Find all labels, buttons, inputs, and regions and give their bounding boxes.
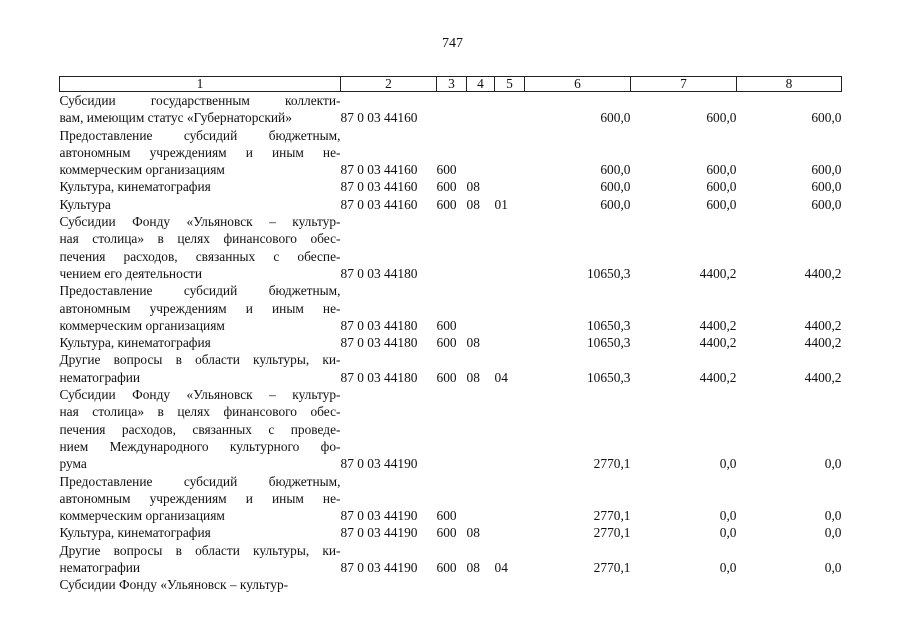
description-line: коммерческим организациям	[59, 508, 225, 524]
subsection-code: 01	[494, 196, 508, 212]
target-article-code: 87 0 03 44190	[340, 508, 418, 524]
amount-year-2: 4400,2	[699, 265, 737, 281]
subsection-code	[495, 576, 525, 593]
description-line: рума	[59, 456, 87, 472]
table-row	[60, 473, 842, 525]
description-line: Предоставление субсидий бюджетным,	[59, 127, 341, 143]
row-description	[60, 213, 341, 282]
target-article-code	[341, 576, 437, 593]
description-line: Субсидии Фонду «Ульяновск – культур-	[59, 577, 289, 593]
description-line: Другие вопросы в области культуры, ки-	[59, 352, 341, 368]
amount-year-3: 4400,2	[804, 369, 842, 385]
amount-year-3: 4400,2	[804, 335, 842, 351]
description-line: печения расходов, связанных с обеспе-	[59, 248, 341, 264]
subsection-code	[495, 213, 525, 282]
description-line: печения расходов, связанных с проведе-	[59, 421, 341, 437]
expense-type-code: 600	[436, 369, 457, 385]
amount-year-1: 10650,3	[586, 335, 631, 351]
amount-year-1: 10650,3	[586, 317, 631, 333]
amount-year-1: 2770,1	[593, 525, 631, 541]
amount-year-2: 4400,2	[699, 317, 737, 333]
expense-type-code: 600	[436, 196, 457, 212]
section-code	[467, 473, 495, 525]
amount-year-1: 2770,1	[593, 456, 631, 472]
expense-type-code: 600	[436, 179, 457, 195]
expense-type-code	[437, 386, 467, 472]
row-description	[60, 127, 341, 179]
column-header-6: 6	[525, 77, 631, 92]
target-article-code: 87 0 03 44160	[340, 110, 418, 126]
table-body	[60, 92, 842, 594]
target-article-code: 87 0 03 44180	[340, 369, 418, 385]
section-code	[467, 127, 495, 179]
amount-year-2: 600,0	[706, 162, 737, 178]
column-header-8: 8	[737, 77, 842, 92]
table-row	[60, 576, 842, 593]
amount-year-1: 600,0	[600, 179, 631, 195]
description-line: ная столица» в целях финансового обес-	[59, 404, 341, 420]
amount-year-3: 4400,2	[804, 317, 842, 333]
column-header-5: 5	[495, 77, 525, 92]
amount-year-3: 0,0	[824, 508, 842, 524]
amount-year-2: 4400,2	[699, 335, 737, 351]
amount-year-2: 600,0	[706, 196, 737, 212]
expense-type-code: 600	[436, 525, 457, 541]
amount-year-3: 600,0	[811, 162, 842, 178]
row-description	[60, 542, 341, 577]
expense-type-code: 600	[436, 508, 457, 524]
column-header-1: 1	[60, 77, 341, 92]
expense-type-code	[437, 213, 467, 282]
amount-year-2: 0,0	[719, 508, 737, 524]
column-number-row	[60, 77, 842, 92]
section-code: 08	[466, 196, 480, 212]
description-line: Субсидии Фонду «Ульяновск – культур-	[59, 387, 341, 403]
expense-type-code: 600	[436, 317, 457, 333]
description-line: Культура, кинематография	[59, 525, 211, 541]
amount-year-1: 600,0	[600, 196, 631, 212]
expense-type-code: 600	[436, 335, 457, 351]
row-description	[60, 92, 341, 127]
expense-type-code: 600	[436, 560, 457, 576]
row-description	[60, 386, 341, 472]
description-line: Предоставление субсидий бюджетным,	[59, 473, 341, 489]
column-header-2: 2	[341, 77, 437, 92]
amount-year-1: 10650,3	[586, 265, 631, 281]
amount-year-1	[525, 576, 631, 593]
description-line: автономным учреждениям и иным не-	[59, 144, 341, 160]
amount-year-2: 0,0	[719, 456, 737, 472]
column-header-3: 3	[437, 77, 467, 92]
row-description	[60, 473, 341, 525]
amount-year-3: 4400,2	[804, 265, 842, 281]
column-header-7: 7	[631, 77, 737, 92]
subsection-code	[495, 473, 525, 525]
target-article-code: 87 0 03 44160	[340, 179, 418, 195]
amount-year-1: 600,0	[600, 162, 631, 178]
target-article-code: 87 0 03 44160	[340, 162, 418, 178]
amount-year-3: 0,0	[824, 525, 842, 541]
column-header-4: 4	[467, 77, 495, 92]
table-row	[60, 127, 842, 179]
subsection-code	[495, 282, 525, 334]
expense-type-code: 600	[436, 162, 457, 178]
subsection-code	[495, 127, 525, 179]
table-row	[60, 386, 842, 472]
description-line: Субсидии Фонду «Ульяновск – культур-	[59, 214, 341, 230]
table-row	[60, 334, 842, 351]
target-article-code: 87 0 03 44180	[340, 335, 418, 351]
row-description	[60, 576, 341, 593]
section-code	[467, 386, 495, 472]
subsection-code	[495, 524, 525, 541]
expense-type-code	[437, 92, 467, 127]
section-code: 08	[466, 560, 480, 576]
amount-year-1: 600,0	[600, 110, 631, 126]
description-line: коммерческим организациям	[59, 317, 225, 333]
row-description	[60, 334, 341, 351]
description-line: нематографии	[59, 560, 141, 576]
page-number: 747	[442, 36, 463, 51]
target-article-code: 87 0 03 44190	[340, 560, 418, 576]
amount-year-1: 2770,1	[593, 508, 631, 524]
row-description	[60, 196, 341, 213]
table-row	[60, 542, 842, 577]
target-article-code: 87 0 03 44190	[340, 456, 418, 472]
expense-type-code	[437, 576, 467, 593]
budget-table	[59, 76, 842, 594]
amount-year-1: 10650,3	[586, 369, 631, 385]
table-header	[60, 77, 842, 92]
target-article-code: 87 0 03 44160	[340, 196, 418, 212]
amount-year-2: 600,0	[706, 110, 737, 126]
subsection-code	[495, 334, 525, 351]
section-code: 08	[466, 369, 480, 385]
amount-year-3	[737, 576, 842, 593]
description-line: коммерческим организациям	[59, 162, 225, 178]
section-code	[467, 576, 495, 593]
description-line: Культура	[59, 196, 111, 212]
description-line: Предоставление субсидий бюджетным,	[59, 283, 341, 299]
description-line: нематографии	[59, 369, 141, 385]
table-row	[60, 282, 842, 334]
subsection-code: 04	[494, 369, 508, 385]
subsection-code	[495, 92, 525, 127]
section-code: 08	[466, 179, 480, 195]
amount-year-2: 600,0	[706, 179, 737, 195]
subsection-code	[495, 386, 525, 472]
row-description	[60, 178, 341, 195]
target-article-code: 87 0 03 44180	[340, 265, 418, 281]
description-line: нием Международного культурного фо-	[59, 438, 341, 454]
description-line: автономным учреждениям и иным не-	[59, 490, 341, 506]
description-line: Субсидии государственным коллекти-	[59, 93, 341, 108]
section-code	[467, 92, 495, 127]
table-row	[60, 178, 842, 195]
amount-year-3: 600,0	[811, 179, 842, 195]
target-article-code: 87 0 03 44180	[340, 317, 418, 333]
section-code	[467, 213, 495, 282]
amount-year-3: 600,0	[811, 196, 842, 212]
table-row	[60, 524, 842, 541]
amount-year-2: 0,0	[719, 525, 737, 541]
description-line: чением его деятельности	[59, 265, 203, 281]
table-row	[60, 213, 842, 282]
description-line: Культура, кинематография	[59, 335, 211, 351]
row-description	[60, 282, 341, 334]
amount-year-2: 0,0	[719, 560, 737, 576]
subsection-code	[495, 178, 525, 195]
row-description	[60, 524, 341, 541]
section-code: 08	[466, 525, 480, 541]
row-description	[60, 351, 341, 386]
description-line: автономным учреждениям и иным не-	[59, 300, 341, 316]
subsection-code: 04	[494, 560, 508, 576]
description-line: Культура, кинематография	[59, 179, 211, 195]
description-line: Другие вопросы в области культуры, ки-	[59, 542, 341, 558]
table-row	[60, 196, 842, 213]
amount-year-3: 0,0	[824, 456, 842, 472]
section-code: 08	[466, 335, 480, 351]
amount-year-3: 0,0	[824, 560, 842, 576]
amount-year-2: 4400,2	[699, 369, 737, 385]
table-row	[60, 351, 842, 386]
table-row	[60, 92, 842, 127]
description-line: ная столица» в целях финансового обес-	[59, 231, 341, 247]
section-code	[467, 282, 495, 334]
amount-year-3: 600,0	[811, 110, 842, 126]
amount-year-2	[631, 576, 737, 593]
description-line: вам, имеющим статус «Губернаторский»	[59, 110, 292, 126]
target-article-code: 87 0 03 44190	[340, 525, 418, 541]
amount-year-1: 2770,1	[593, 560, 631, 576]
